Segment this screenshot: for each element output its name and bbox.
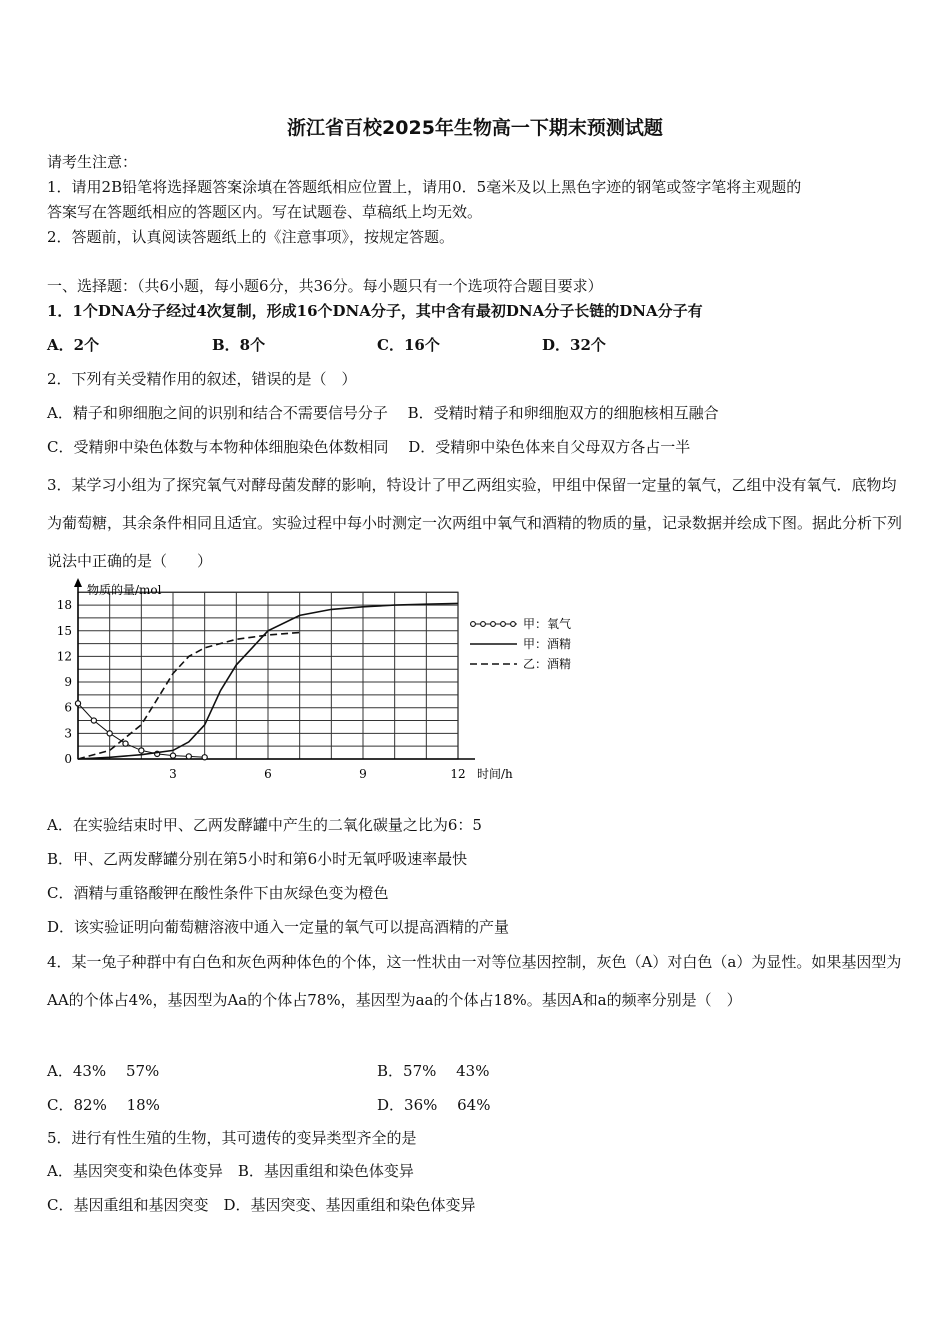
q4-stem: 4．某一兔子种群中有白色和灰色两种体色的个体，这一性状由一对等位基因控制，灰色（A）对白色（a）为显性。如果基因型为AA的个体占4%，基因型为Aa的个体占78%，基因型为aa的个体占18%。基因A和a的频率分别是（ ） bbox=[47, 953, 902, 1009]
chart-legend-point bbox=[471, 622, 476, 627]
q3-option-b: B．甲、乙两发酵罐分别在第5小时和第6小时无氧呼吸速率最快 bbox=[47, 850, 468, 868]
chart-y-tick-label: 6 bbox=[64, 700, 72, 715]
chart-point bbox=[123, 741, 128, 746]
chart-point bbox=[202, 755, 207, 760]
q1-option-b: B．8个 bbox=[212, 336, 266, 354]
chart-point bbox=[107, 731, 112, 736]
chart-x-tick-label: 6 bbox=[264, 767, 272, 781]
chart-x-tick-label: 12 bbox=[450, 767, 466, 781]
q1-stem: 1．1个DNA分子经过4次复制，形成16个DNA分子，其中含有最初DNA分子长链的DNA分子有 bbox=[47, 302, 703, 320]
chart-y-tick-label: 3 bbox=[64, 726, 72, 741]
q2-options-cd: C．受精卵中染色体数与本物种体细胞染色体数相同 D．受精卵中染色体来自父母双方各占一半 bbox=[47, 438, 691, 456]
q5-stem: 5．进行有性生殖的生物，其可遗传的变异类型齐全的是 bbox=[47, 1129, 417, 1147]
q4-option-a: A．43% 57% bbox=[47, 1062, 160, 1080]
q4-option-c: C．82% 18% bbox=[47, 1096, 160, 1114]
chart-y-tick-label: 15 bbox=[56, 623, 72, 638]
q2-options-ab: A．精子和卵细胞之间的识别和结合不需要信号分子 B．受精时精子和卵细胞双方的细胞核相互融合 bbox=[47, 404, 719, 422]
q4-option-d: D．36% 64% bbox=[377, 1096, 491, 1114]
chart-point bbox=[186, 754, 191, 759]
q1-option-a: A．2个 bbox=[47, 336, 100, 354]
q1-option-c: C．16个 bbox=[377, 336, 440, 354]
notice-heading: 请考生注意： bbox=[47, 153, 138, 171]
q3-stem: 3．某学习小组为了探究氧气对酵母菌发酵的影响，特设计了甲乙两组实验，甲组中保留一定量的氧气，乙组中没有氧气．底物均为葡萄糖，其余条件相同且适宜。实验过程中每小时测定一次两组中氧气和酒精的物质的量，记录数据并绘成下图。据此分析下列说法中正确的是（ ） bbox=[47, 476, 903, 570]
q3-option-d: D．该实验证明向葡萄糖溶液中通入一定量的氧气可以提高酒精的产量 bbox=[47, 918, 510, 936]
q3-chart bbox=[45, 575, 605, 790]
chart-legend-point bbox=[491, 622, 496, 627]
notice-item1-b: 答案写在答题纸相应的答题区内。写在试题卷、草稿纸上均无效。 bbox=[47, 203, 483, 221]
q2-stem: 2．下列有关受精作用的叙述，错误的是（ ） bbox=[47, 370, 357, 388]
notice-item2: 2．答题前，认真阅读答题纸上的《注意事项》，按规定答题。 bbox=[47, 228, 455, 246]
chart-legend-label: 乙：酒精 bbox=[523, 657, 572, 671]
notice-item1-a: 1．请用2B铅笔将选择题答案涂填在答题纸相应位置上，请用0．5毫米及以上黑色字迹的钢笔或签字笔将主观题的 bbox=[47, 178, 802, 196]
chart-legend-label: 甲：氧气 bbox=[523, 617, 572, 631]
chart-point bbox=[75, 701, 80, 706]
chart-point bbox=[91, 718, 96, 723]
chart-y-arrow bbox=[74, 578, 82, 587]
chart-xlabel: 时间/h bbox=[477, 767, 513, 781]
q1-option-d: D．32个 bbox=[542, 336, 606, 354]
chart-series-line bbox=[78, 633, 300, 760]
q5-options-cd: C．基因重组和基因突变 D．基因突变、基因重组和染色体变异 bbox=[47, 1196, 476, 1214]
chart-y-tick-label: 0 bbox=[64, 752, 72, 766]
chart-x-tick-label: 3 bbox=[169, 767, 177, 781]
section-heading: 一、选择题：（共6小题，每小题6分，共36分。每小题只有一个选项符合题目要求） bbox=[47, 277, 603, 295]
q3-option-c: C．酒精与重铬酸钾在酸性条件下由灰绿色变为橙色 bbox=[47, 884, 389, 902]
chart-legend-point bbox=[511, 622, 516, 627]
chart-y-tick-label: 12 bbox=[56, 649, 72, 664]
chart-ylabel: 物质的量/mol bbox=[87, 583, 162, 597]
chart-y-tick-label: 18 bbox=[56, 598, 72, 613]
chart-point bbox=[139, 748, 144, 753]
page-title: 浙江省百校2025年生物高一下期末预测试题 bbox=[287, 117, 663, 139]
chart-x-tick-label: 9 bbox=[359, 767, 367, 781]
chart-legend-label: 甲：酒精 bbox=[523, 637, 572, 651]
q3-option-a: A．在实验结束时甲、乙两发酵罐中产生的二氧化碳量之比为6：5 bbox=[47, 816, 482, 834]
chart-point bbox=[170, 753, 175, 758]
q4-option-b: B．57% 43% bbox=[377, 1062, 490, 1080]
chart-legend-point bbox=[481, 622, 486, 627]
chart-y-tick-label: 9 bbox=[64, 675, 72, 690]
chart-legend-point bbox=[501, 622, 506, 627]
q5-options-ab: A．基因突变和染色体变异 B．基因重组和染色体变异 bbox=[47, 1162, 414, 1180]
